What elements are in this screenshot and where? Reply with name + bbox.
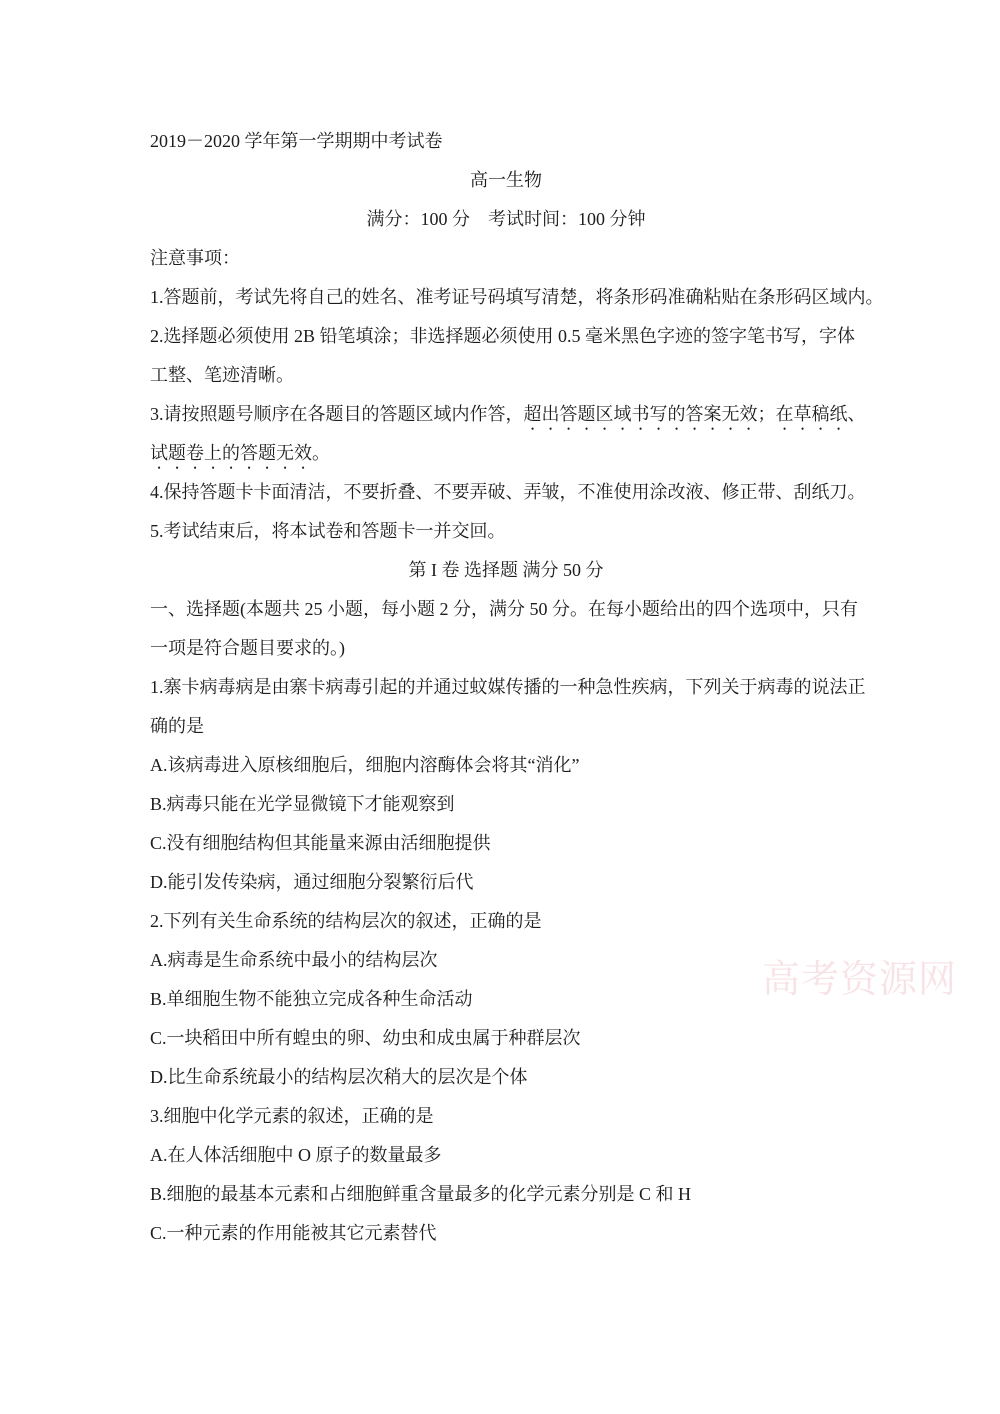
section-instructions-line-2 — [150, 629, 862, 668]
question-2-stem — [150, 902, 862, 941]
question-3-option-c — [150, 1214, 862, 1253]
question-3-stem — [150, 1097, 862, 1136]
text-run: 工整、笔迹清晰。 — [150, 365, 294, 385]
text-run: A.该病毒进入原核细胞后，细胞内溶酶体会将其“消化” — [150, 755, 580, 775]
question-1-option-a — [150, 746, 862, 785]
notice-item-3-line-2 — [150, 434, 862, 473]
text-run: 一、选择题(本题共 25 小题，每小题 2 分，满分 50 分。在每小题给出的四个选项中，只有 — [150, 599, 858, 619]
text-run: B.病毒只能在光学显微镜下才能观察到 — [150, 794, 455, 814]
emphasized-text: 试题卷上的答题无效。 — [150, 443, 330, 463]
text-run: 3.细胞中化学元素的叙述，正确的是 — [150, 1106, 434, 1126]
notice-item-5 — [150, 512, 862, 551]
text-run: B.单细胞生物不能独立完成各种生命活动 — [150, 989, 473, 1009]
notice-item-3-line-1 — [150, 395, 866, 434]
exam-subject — [150, 161, 862, 200]
question-1-stem-line-1 — [150, 668, 866, 707]
notice-item-2-line-1 — [150, 317, 862, 356]
emphasized-text: 在草稿纸、 — [775, 404, 866, 424]
text-run: C.没有细胞结构但其能量来源由活细胞提供 — [150, 833, 491, 853]
exam-title — [150, 122, 862, 161]
text-run: 3.请按照题号顺序在各题目的答题区域内作答， — [150, 404, 524, 424]
question-3-option-b — [150, 1175, 862, 1214]
question-1-stem-line-2 — [150, 707, 862, 746]
emphasized-text: 超出答题区域书写的答案无效 — [523, 404, 758, 424]
text-run: D.能引发传染病，通过细胞分裂繁衍后代 — [150, 872, 474, 892]
question-2-option-c — [150, 1019, 862, 1058]
notice-item-4 — [150, 473, 866, 512]
text-run: 一项是符合题目要求的。) — [150, 638, 345, 658]
question-1-option-b — [150, 785, 862, 824]
text-run: 5.考试结束后，将本试卷和答题卡一并交回。 — [150, 521, 506, 541]
text-run: 2019－2020 学年第一学期期中考试卷 — [150, 131, 443, 151]
question-3-option-a — [150, 1136, 862, 1175]
text-run: ； — [757, 404, 776, 424]
section-title — [150, 551, 862, 590]
text-run: 2.下列有关生命系统的结构层次的叙述，正确的是 — [150, 911, 542, 931]
notice-item-2-line-2 — [150, 356, 862, 395]
text-run: C.一块稻田中所有蝗虫的卵、幼虫和成虫属于种群层次 — [150, 1028, 581, 1048]
text-run: 注意事项： — [150, 248, 240, 268]
question-2-option-b — [150, 980, 862, 1019]
question-2-option-a — [150, 941, 862, 980]
text-run: 4.保持答题卡卡面清洁，不要折叠、不要弄破、弄皱，不准使用涂改液、修正带、刮纸刀。 — [150, 482, 866, 502]
section-instructions-line-1 — [150, 590, 862, 629]
text-run: 2.选择题必须使用 2B 铅笔填涂；非选择题必须使用 0.5 毫米黑色字迹的签字笔书写，字体 — [150, 326, 856, 346]
text-run: 1.寨卡病毒病是由寨卡病毒引起的并通过蚊媒传播的一种急性疾病，下列关于病毒的说法正 — [150, 677, 866, 697]
notice-item-1 — [150, 278, 884, 317]
text-run: 满分：100 分 考试时间：100 分钟 — [366, 209, 646, 229]
text-run: A.在人体活细胞中 O 原子的数量最多 — [150, 1145, 442, 1165]
text-run: A.病毒是生命系统中最小的结构层次 — [150, 950, 438, 970]
text-run: 高一生物 — [470, 170, 542, 190]
question-2-option-d — [150, 1058, 862, 1097]
text-run: C.一种元素的作用能被其它元素替代 — [150, 1223, 437, 1243]
text-run: 1.答题前，考试先将自己的姓名、准考证号码填写清楚，将条形码准确粘贴在条形码区域内。 — [150, 287, 884, 307]
question-1-option-c — [150, 824, 862, 863]
exam-score-info — [150, 200, 862, 239]
question-1-option-d — [150, 863, 862, 902]
text-run: B.细胞的最基本元素和占细胞鲜重含量最多的化学元素分别是 C 和 H — [150, 1184, 692, 1204]
document-body — [150, 122, 884, 1253]
watermark: 高考资源网 — [762, 959, 958, 1001]
notice-heading — [150, 239, 862, 278]
text-run: D.比生命系统最小的结构层次稍大的层次是个体 — [150, 1067, 528, 1087]
text-run: 第 I 卷 选择题 满分 50 分 — [408, 560, 604, 580]
text-run: 确的是 — [150, 716, 204, 736]
